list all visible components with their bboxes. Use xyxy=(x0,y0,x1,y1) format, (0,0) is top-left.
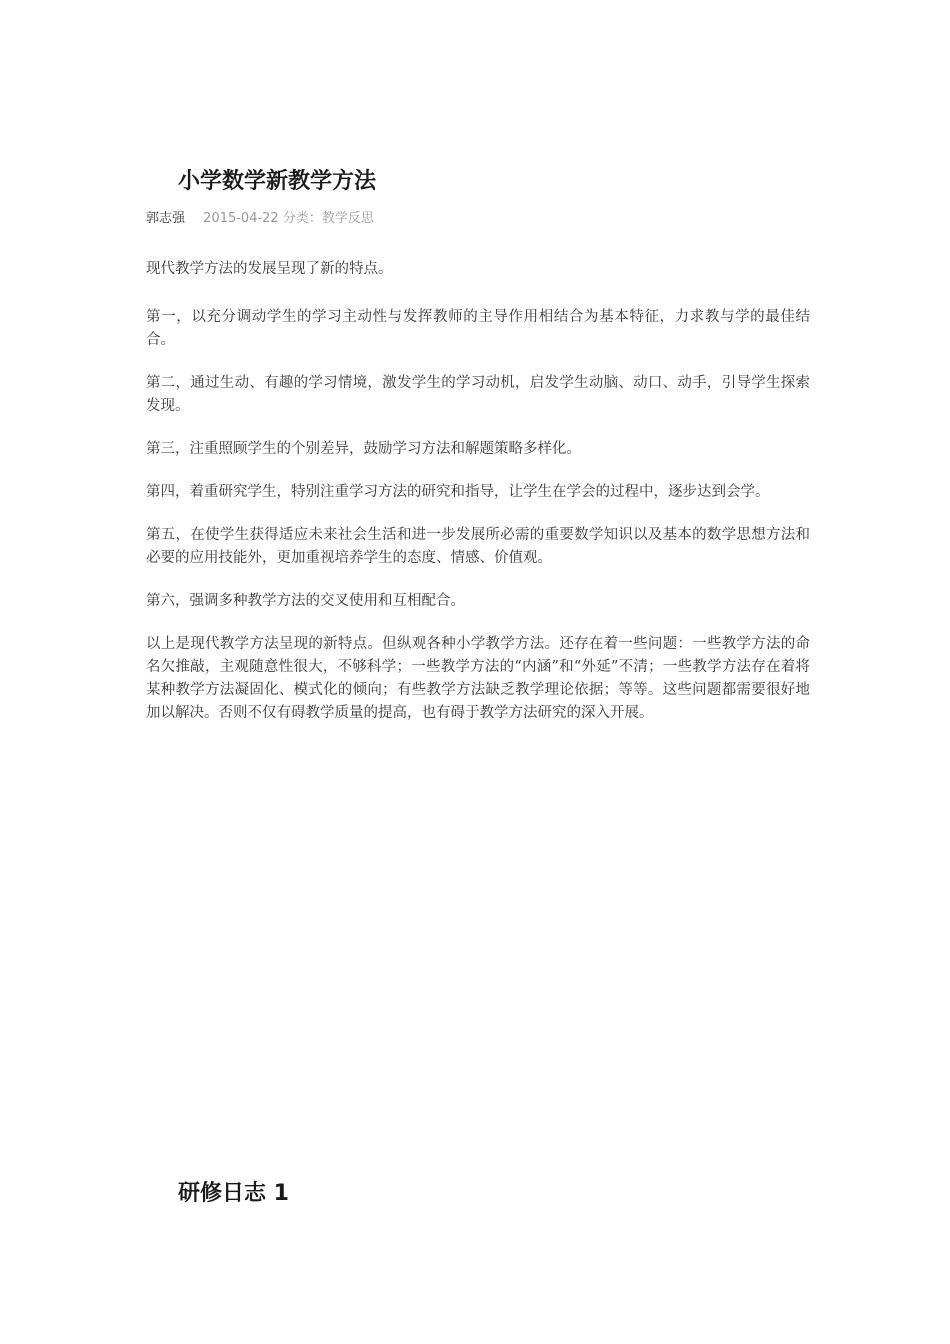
paragraph-third: 第三，注重照顾学生的个别差异，鼓励学习方法和解题策略多样化。 xyxy=(146,441,581,457)
category-link[interactable]: 教学反思 xyxy=(321,211,374,226)
category-label: 分类： xyxy=(282,211,322,226)
paragraph-conclusion: 以上是现代教学方法呈现的新特点。但纵观各种小学教学方法。还存在着一些问题：一些教学方法的命名欠推敲，主观随意性很大，不够科学；一些教学方法的“内涵”和“外延”不清；一些教学方法存在着将某种教学方法凝固化、模式化的倾向；有些教学方法缺乏教学理论依据；等等。这些问题都需要很好地加以解决。否则不仅有碍教学质量的提高，也有碍于教学方法研究的深入开展。 xyxy=(146,636,810,721)
paragraph-fourth: 第四，着重研究学生，特别注重学习方法的研究和指导，让学生在学会的过程中，逐步达到会学。 xyxy=(146,484,770,500)
article-body xyxy=(146,258,810,745)
paragraph-sixth: 第六，强调多种教学方法的交叉使用和互相配合。 xyxy=(146,593,465,609)
article-title: 小学数学新教学方法 xyxy=(178,169,377,194)
article-meta xyxy=(146,210,374,228)
publish-date: 2015-04-22 xyxy=(203,211,279,226)
paragraph-fifth: 第五，在使学生获得适应未来社会生活和进一步发展所必需的重要数学知识以及基本的数学思想方法和必要的应用技能外，更加重视培养学生的态度、情感、价值观。 xyxy=(146,527,810,566)
paragraph-intro: 现代教学方法的发展呈现了新的特点。 xyxy=(146,261,393,277)
paragraph-first: 第一，以充分调动学生的学习主动性与发挥教师的主导作用相结合为基本特征，力求教与学的最佳结合。 xyxy=(146,309,810,348)
author-name[interactable]: 郭志强 xyxy=(146,211,186,226)
paragraph-second: 第二，通过生动、有趣的学习情境，激发学生的学习动机，启发学生动脑、动口、动手，引导学生探索发现。 xyxy=(146,375,810,414)
next-article-title: 研修日志 1 xyxy=(178,1181,289,1206)
